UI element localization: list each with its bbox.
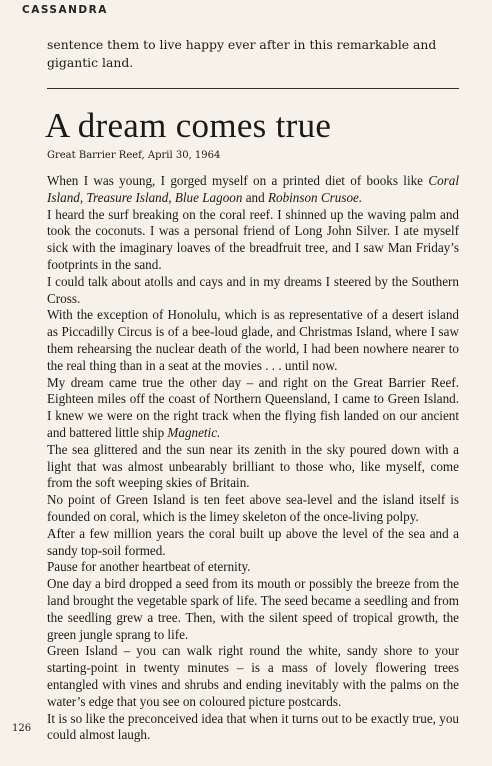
body-paragraph: My dream came true the other day – and right on the Great Barrier Reef. Eighteen miles off the coast of Northern Queensland, I came to Green Island. I knew we were on the right track when the flying fish landed on our ancient and battered little ship Magnetic.	[47, 374, 459, 440]
body-paragraph: Green Island – you can walk right round the white, sandy shore to your starting-point in twenty minutes – is a mass of lovely flowering trees entangled with vines and shrubs and ending inevitably with the palms on the water’s edge that you see on coloured picture postcards.	[47, 643, 459, 709]
italic-title: Coral Island, Treasure Island, Blue Lagoon	[47, 173, 459, 205]
body-paragraph: One day a bird dropped a seed from its mouth or possibly the breeze from the land brought the vegetable spark of life. The seed became a seedling and from the seedling grew a tree. Then, with the silent speed of tropical growth, the green jungle sprang to life.	[47, 576, 459, 642]
body-paragraph: I could talk about atolls and cays and in my dreams I steered by the Southern Cross.	[47, 273, 459, 306]
body-paragraph: The sea glittered and the sun near its zenith in the sky poured down with a light that was almost unbearably brilliant to those who, like myself, come from the soft weeping skies of Britain.	[47, 441, 459, 491]
body-paragraph: No point of Green Island is ten feet above sea-level and the island itself is founded on coral, which is the limey skeleton of the once-living polpy.	[47, 492, 459, 524]
body-paragraph: With the exception of Honolulu, which is as representative of a desert island as Piccadilly Circus is of a bee-loud glade, and Christmas Island, where I saw them rehearsing the nuclear death of the world, I had been nowhere nearer to the real thing than in a seat at the movies . . . until now.	[47, 307, 459, 373]
body-paragraph: I heard the surf breaking on the coral reef. I shinned up the waving palm and took the coconuts. I was a personal friend of Long John Silver. I ate myself sick with the imaginary loaves of the breadfruit tree, and I saw Man Friday’s footprints in the sand.	[47, 206, 459, 272]
article-title: A dream comes true	[45, 106, 332, 145]
section-divider	[47, 88, 459, 89]
page-number: 126	[12, 723, 32, 734]
running-head: CASSANDRA	[22, 4, 108, 16]
carryover-paragraph: sentence them to live happy ever after in this remarkable and gigantic land.	[47, 37, 437, 70]
article-body	[47, 173, 459, 744]
body-paragraph: It is so like the preconceived idea that when it turns out to be exactly true, you could almost laugh.	[47, 710, 459, 743]
dateline: Great Barrier Reef, April 30, 1964	[47, 150, 221, 161]
body-paragraph: Pause for another heartbeat of eternity.	[47, 559, 251, 575]
body-paragraph: When I was young, I gorged myself on a printed diet of books like Coral Island, Treasure Island, Blue Lagoon and Robinson Crusoe.	[47, 173, 459, 205]
italic-title: Robinson Crusoe.	[267, 189, 363, 205]
body-paragraph: After a few million years the coral built up above the level of the sea and a sandy top-soil formed.	[47, 525, 459, 558]
italic-title: Magnetic.	[167, 424, 221, 440]
